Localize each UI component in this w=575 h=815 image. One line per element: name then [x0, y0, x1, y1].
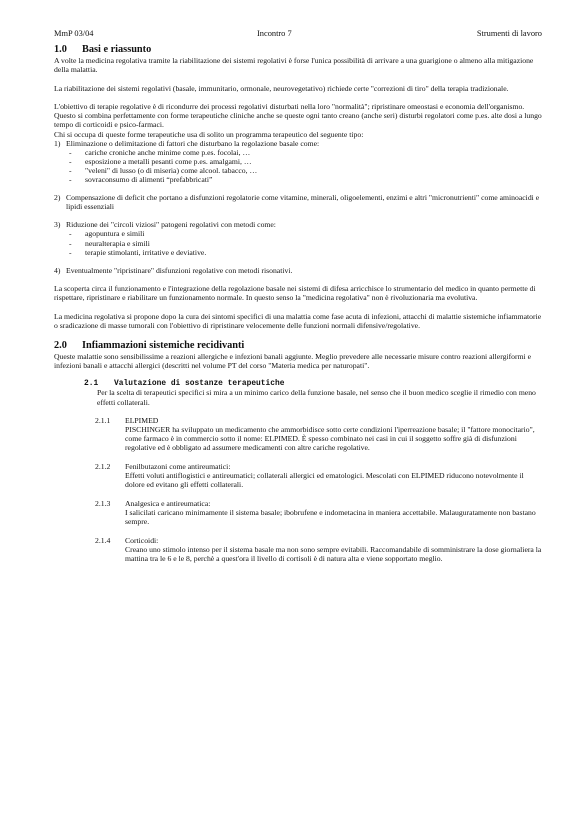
numbered-item [95, 416, 542, 452]
numbered-item [95, 536, 542, 563]
list-item-text: Riduzione dei "circoli viziosi" patogeni regolativi con metodi come: [66, 220, 276, 230]
list-item-text: Compensazione di deficit che portano a disfunzioni regolatorie come vitamine, minerali, oligoelementi, enzimi e altri "micronutrienti" come aminoacidi e lipidi essenziali [66, 193, 540, 212]
item-body: PISCHINGER ha sviluppato un medicamento che ammorbidisce sotto certe condizioni l'iperreazione basale; il "fattore monocitario", come farmaco è in commercio sotto il nome: ELPIMED. È spesso combinato nei casi in cui il soggetto soffre già di disfunzioni regolative ed è obbligato ad assumere medicamenti con altre cariche regolative. [125, 425, 535, 453]
numbered-item [95, 499, 542, 526]
sub-list-item: - sovraconsumo di alimenti “prefabbricati” [66, 175, 542, 184]
item-body: Effetti voluti antiflogistici e antireumatici; collaterali allergici ed ematologici. Mescolati con ELPIMED riducono notevolmente il dolore ed evitano gli effetti collaterali. [125, 471, 524, 490]
sub-list-item: - cariche croniche anche minime come p.es. focolai, … [66, 148, 542, 157]
item-body: I salicilati caricano minimamente il sistema basale; ibobrufene e indometacina in maniera accettabile. Malauguratamente non bastano sempre. [125, 507, 536, 526]
paragraph: La scoperta circa il funzionamento e l'integrazione della regolazione basale nei sistemi di difesa arricchisce lo strumentario del medico in quanto permette di rispettare, ripristinare e riabilitare un funzionamento normale. In questo senso la "medicina regolativa" non è rivoluzionaria ma evolutiva. [54, 284, 536, 303]
paragraph: A volte la medicina regolativa tramite la riabilitazione dei sistemi regolativi è forse l'unica possibilità di arrivare a una guarigione o almeno alla mitigazione della malattia. [54, 56, 534, 75]
sub-list-item: - agopuntura e simili [66, 229, 542, 238]
item-title: Corticoidi: [125, 535, 159, 545]
list-item [54, 266, 542, 275]
section-number: 2.0 [54, 339, 67, 351]
item-number: 2.1.3 [95, 498, 111, 508]
list-item [54, 220, 542, 256]
page-header [54, 29, 542, 38]
list-number: 4) [54, 265, 61, 275]
section-heading [54, 340, 542, 352]
subsection [84, 379, 542, 406]
numbered-item [95, 462, 542, 489]
sub-list-item: - neuralterapia e simili [66, 239, 542, 248]
sub-list-item: - esposizione a metalli pesanti come p.es. amalgami, … [66, 157, 542, 166]
list-item [54, 193, 542, 211]
paragraph: Per la scelta di terapeutici specifici si mira a un minimo carico della funzione basale, nel senso che il buon medico sceglie il rimedio con meno effetti collaterali. [97, 388, 536, 407]
item-title: ELPIMED [125, 416, 159, 426]
list-item-text: Eventualmente "ripristinare" disfunzioni regolative con metodi risonativi. [66, 265, 293, 275]
list-number: 1) [54, 138, 61, 148]
list-item-text: Eliminazione o delimitazione di fattori che disturbano la regolazione basale come: [66, 138, 320, 148]
item-body: Creano uno stimolo intenso per il sistema basale ma non sono sempre evitabili. Raccomandabile di somministrare la dose giornaliera la mattina tra le 6 e le 8, perchè a quest'ora il livello di cortisoli è di natura alta e viene sopportato meglio. [125, 544, 542, 563]
therapy-program-list [54, 139, 542, 275]
sub-list-item: - "veleni" di lusso (o di miseria) come alcool. tabacco, … [66, 166, 542, 175]
list-number: 2) [54, 193, 61, 203]
paragraph: L'obiettivo di terapie regolative è di ricondurre dei processi regolativi disturbati nella loro "normalità"; ripristinare omeostasi e economia dell'organismo. Questo si combina perfettamente con forme terapeutiche cliniche anche se queste ogni tanto creano (anche seri) disturbi regolatori come p.es. alte dosi a lungo tempo di corticoidi e psico-farmaci. [54, 102, 542, 130]
sub-list [54, 148, 542, 184]
header-right: Strumenti di lavoro [476, 29, 542, 38]
item-title: Fenilbutazoni come antireumatici: [125, 462, 231, 471]
item-number: 2.1.4 [95, 535, 111, 545]
item-number: 2.1.1 [95, 416, 111, 426]
section-number: 1.0 [54, 44, 67, 55]
sub-list [54, 229, 542, 256]
section-heading [54, 44, 542, 56]
header-left: MmP 03/04 [54, 29, 94, 38]
section-title: Infiammazioni sistemiche recidivanti [82, 339, 245, 351]
paragraph: La riabilitazione dei sistemi regolativi (basale, immunitario, ormonale, neurovegetativo) richiede certe "correzioni di tiro" della terapia tradizionale. [54, 83, 509, 93]
subsection-title: Valutazione di sostanze terapeutiche [114, 379, 285, 389]
paragraph: Chi si occupa di queste forme terapeutiche usa di solito un programma terapeutico del seguente tipo: [54, 129, 364, 139]
item-title: Analgesica e antireumatica: [125, 498, 211, 508]
subsection-heading [84, 379, 542, 388]
section-title: Basi e riassunto [82, 44, 152, 55]
paragraph: La medicina regolativa si propone dopo la cura dei sintomi specifici di una malattia come fase acuta di infezioni, attacchi di malattie sistemiche infiammatorie o sradicazione di masse tumorali con l'obiettivo di ripristinare velocemente delle funzioni normali difensive/regolative. [54, 311, 542, 331]
item-number: 2.1.2 [95, 462, 111, 471]
paragraph: Queste malattie sono sensibilissime a reazioni allergiche e infezioni banali aggiunte. Meglio prevedere alle necessarie misure contro reazioni allergiformi e infezioni banali e attacchi allergici (descritti nel volume PT del corso "Materia medica per naturopati". [54, 351, 532, 370]
subsection-number: 2.1 [84, 379, 99, 389]
list-number: 3) [54, 220, 61, 230]
sub-list-item: - terapie stimolanti, irritative e deviative. [66, 248, 542, 257]
list-item [54, 139, 542, 184]
header-center: Incontro 7 [257, 29, 292, 38]
